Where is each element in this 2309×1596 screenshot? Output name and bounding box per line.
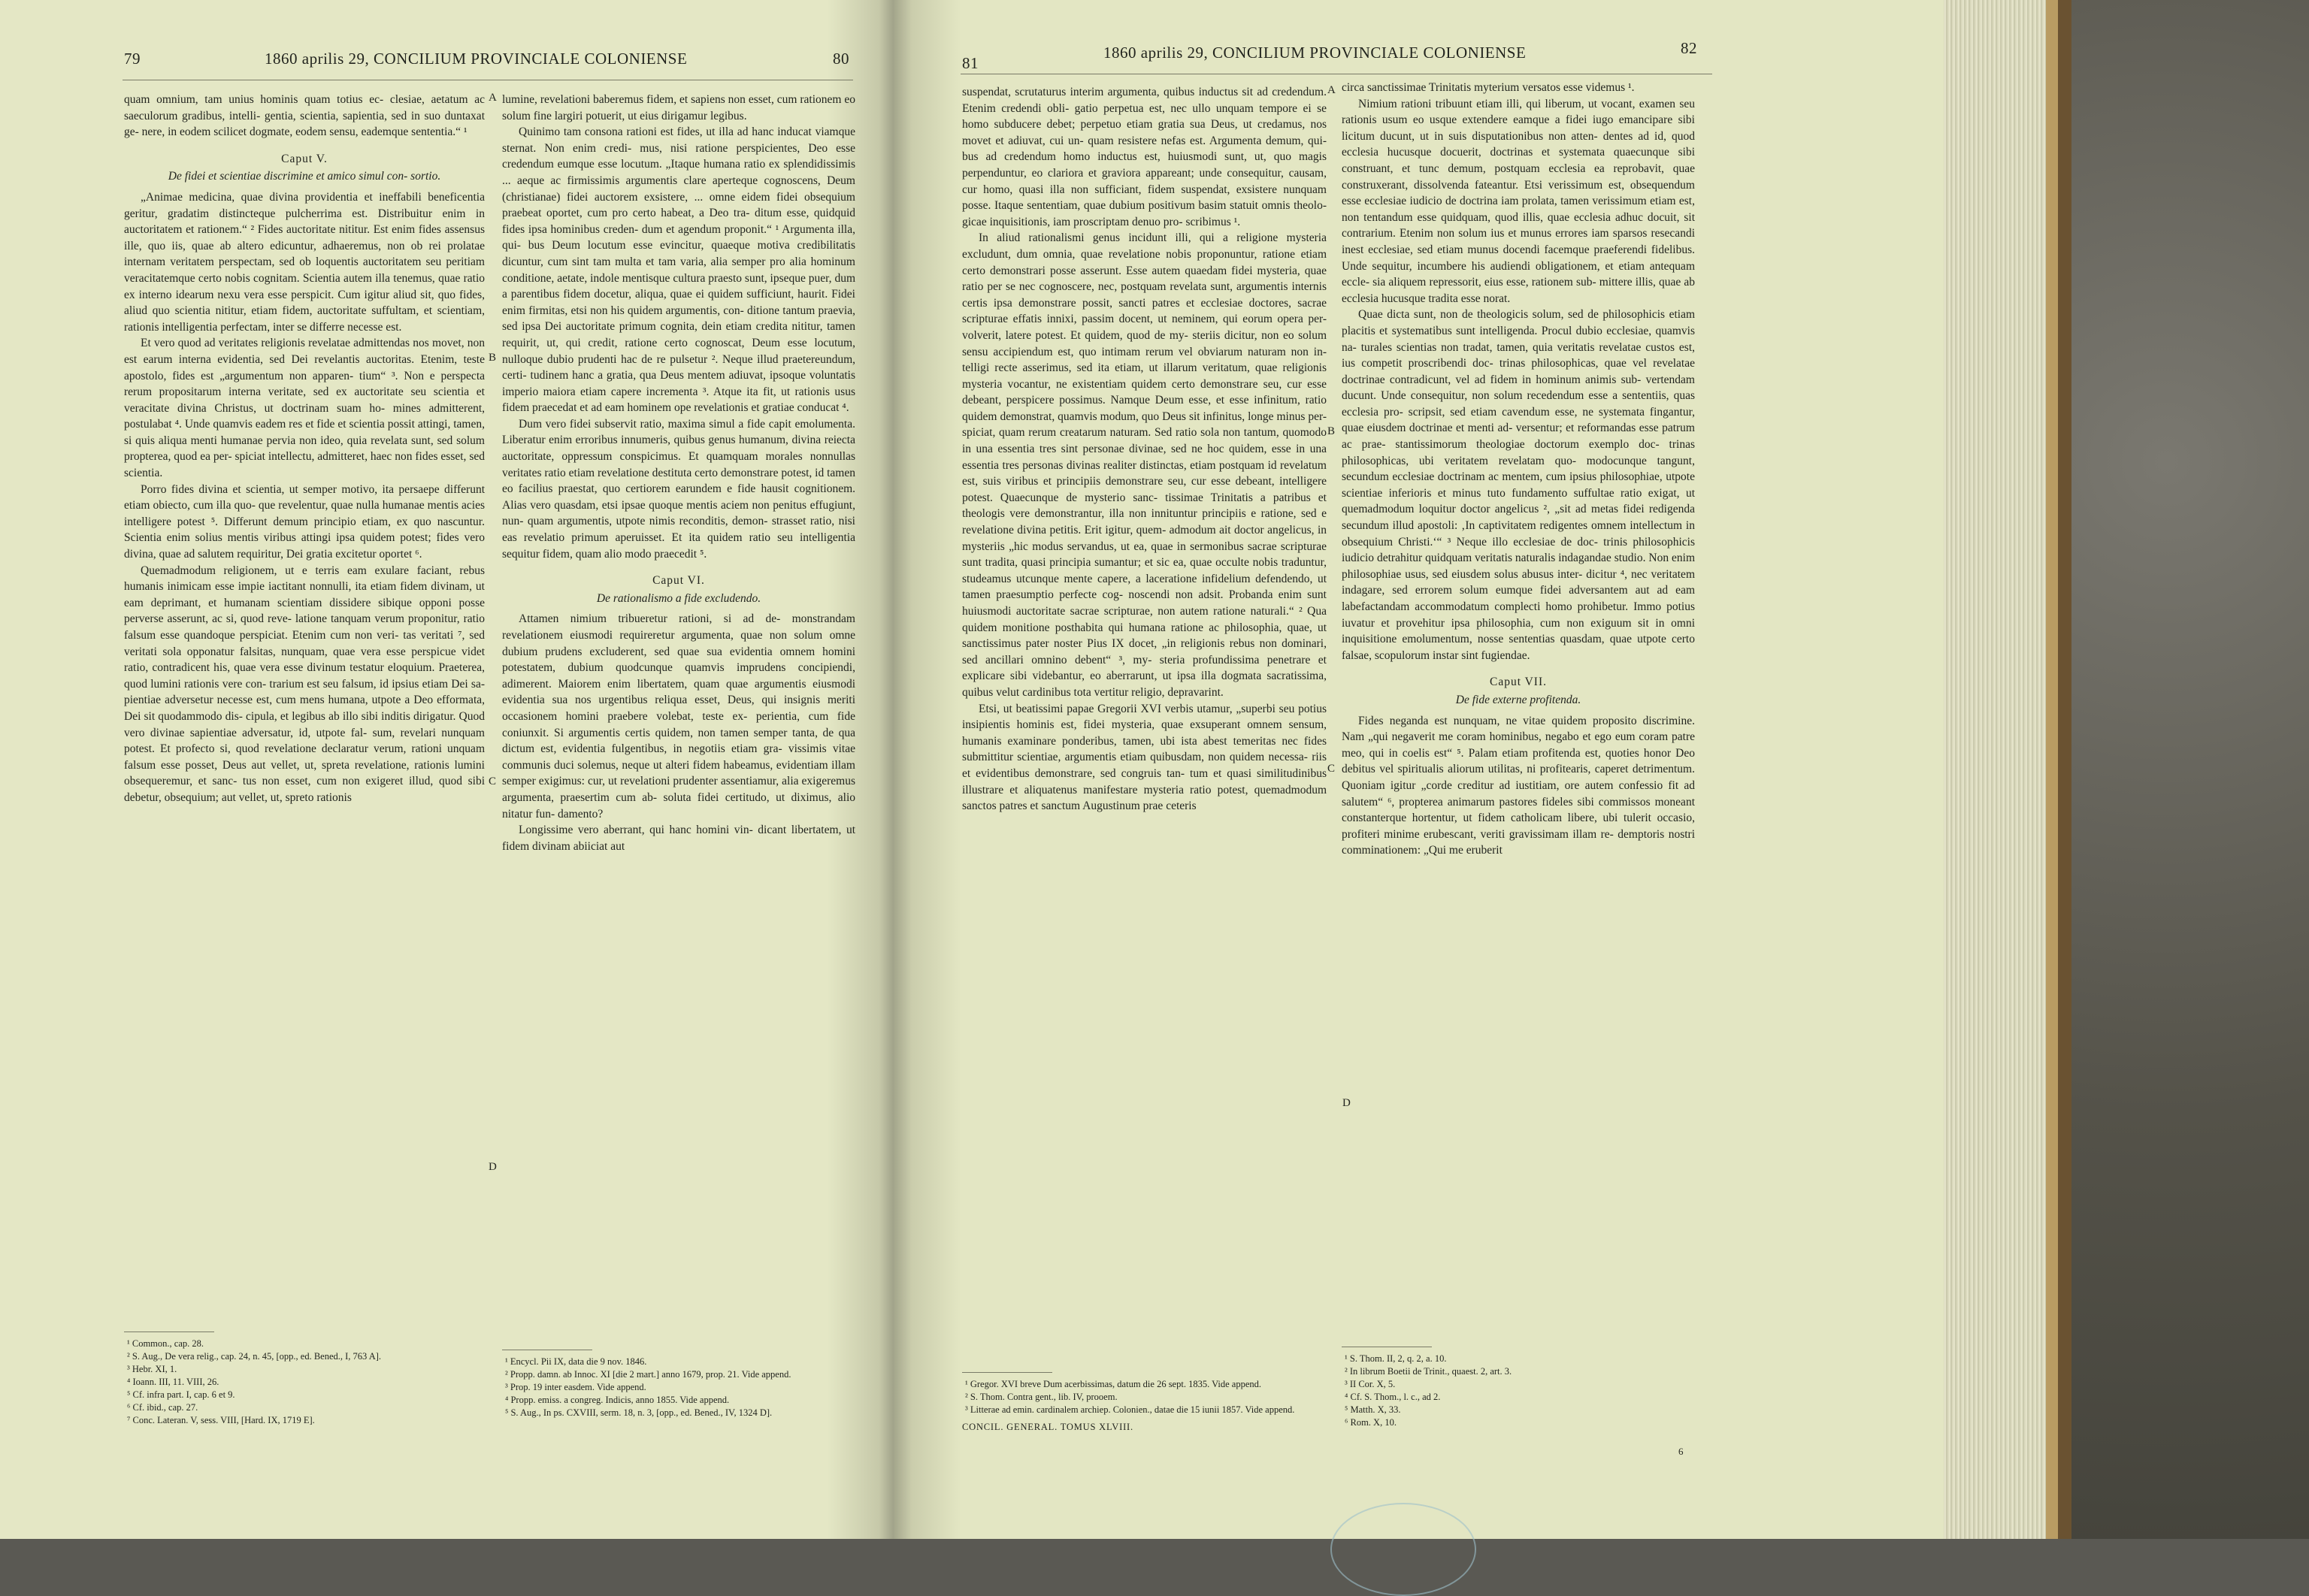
paragraph: Fides neganda est nunquam, ne vitae quidem proposito discrimine. Nam „qui negaverit me coram hominibus, negabo et ego eum coram patre meo, qui in coelis est“ ⁵. Palam etiam profitenda est, quoties honor Deo debitus vel spiritualis aliorum utilitas, ni profitearis, caperet detrimentum. Quoniam igitur „corde creditur ad iustitiam, ore autem confessio fit ad salutem“ ⁶, propterea animarum pastores fideles sibi commissos moneant constanterque hortentur, ut fidem catholicam libere, ubi tulerit occasio, profiteri minime erubescant, veriti gravissimam illam re- demptoris nostri comminationem: „Qui me eruberit (1342, 714, 1695, 857)
text-column-left (962, 84, 1327, 815)
footnote: ² In librum Boetii de Trinit., quaest. 2, art. 3. (1345, 1366, 1512, 1377)
paragraph: Quemadmodum religionem, ut e terris eam exulare faciant, rebus humanis inimicam esse impie iactitant nonnulli, ita etiam fidem divinam, ut eam deprimant, et humanam scientiam dissidere sibique opponi posse perverse asserunt, ac si, quod reve- latione tanquam verum proponitur, ratio falsum esse quandoque perspiciat. Etenim cum non veri- tas veritati ⁷, sed veritati sola opponatur falsitas, nunquam, quae vera esse perspicue videt ratio, contradicent his, quae vera esse divinum testatur eloquium. Praeterea, quod lumini rationis vere con- trarium est seu falsum, id ipsius etiam Dei sa- pientiae adversetur necesse est, cum mens humana, utpote a Deo efformata, Dei sit quodammodo dis- cipula, et legibus ab illo sibi inditis dirigatur. Quod vero divinae sapientiae adversatur, id, utpote fal- sum, revelari nunquam potest. Et profecto si, quod revelatione declaratur verum, rationi unquam falsum esse posset, Deus aut vellet, ut, spreta revelatione, rationis lumini obsequeremur, et sanc- tus non esset, cum non exigeret illud, quod sibi debetur, obsequium; aut vellet, ut, spreto rationis (124, 564, 485, 804)
footnotes-right (1342, 1353, 1695, 1429)
footnotes-left (962, 1378, 1327, 1443)
margin-letter: D (1342, 1097, 1351, 1109)
margin-letter: A (489, 92, 497, 104)
paragraph: Attamen nimium tribueretur rationi, si ad de- monstrandam revelationem eiusmodi requireretur argumenta, quae non solum omne dubium prudens excluderent, sed quae sua evidentia omnem homini potestatem, dubium quodcunque quamvis imprudens concipiendi, adimerent. Maiorem enim libertatem, quam quae argumentis eiusmodi evidentia sua nos urgentibus reliqua esset, Deus, qui insignis meriti occasionem homini praebere volebat, teste ex- perientia, cum fide coniunxit. Si argumentis certis quidem, non tamen semper tanta, de qua dictum est, evidentia fulgentibus, in negotiis etiam gra- vissimis vitae communis duci solemus, neque ut alteri fidem habeamus, evidentiam illam semper exigimus: cur, ut revelationi prudenter assentiamur, alia exigeremus argumenta, praesertim cum ab- soluta fidei certitudo, ut diximus, alio nitatur fun- damento? (502, 612, 855, 821)
footnote: ⁵ Matth. X, 33. (1345, 1404, 1401, 1415)
paragraph: suspendat, scrutaturus interim argumenta, quibus inductus sit ad credendum. Etenim credendi obli- gatio perpetua est, nec ullo unquam tempore ei se homo subducere debet; perpetuo etiam gratia sua Deus, ut credamus, nos movet et adiuvat, cui un- quam resistere nefas est. Argumenta demum, qui- bus ad credendum homo inductus est, huiusmodi sunt, ut, quo magis perpenduntur, eo clariora et graviora appareant; unde consequitur, causam, cur homo, quasi illa non sufficiant, fidem suspendat, exsistere nunquam posse. Itaque sententiam, quae dubium positivum basim statuit omnis theolo- gicae inquisitionis, iam proscriptam denuo pro- scribimus ¹. (962, 86, 1327, 228)
library-stamp (1330, 1503, 1476, 1596)
chapter-heading: Caput V. (281, 152, 328, 165)
paragraph: quam omnium, tam unius hominis quam totius ec- clesiae, aetatum ac saeculorum gradibus, intelli- gentia, scientia, sapientia, sed in suo duntaxat ge- nere, in eodem scilicet dogmate, eodem sensu, eademque sententia.“ ¹ (124, 93, 485, 139)
footnote: ² S. Aug., De vera relig., cap. 24, n. 45, [opp., ed. Bened., I, 763 A]. (127, 1351, 382, 1362)
footnote: ³ Hebr. XI, 1. (127, 1364, 177, 1374)
text-column-right (1342, 80, 1695, 859)
paragraph: Nimium rationi tribuunt etiam illi, qui liberum, ut vocant, examen seu rationis usum eo usque extendere eamque a fidei iugo emancipare sibi licitum ducunt, ut in suis disputationibus non atten- dentes ad id, quod ecclesia hucusque docuerit, doctrinas et systemata quaecunque sibi construant, et tunc demum, postquam ecclesia ea reprobavit, quae construxerant, dissolvenda fateantur. Etsi verissimum est, obsequendum esse ecclesiae iudicio de doctrina iam prolata, tamen verissimum etiam est, non tentandum esse quidquam, quod illis, quae ecclesia adhuc docuit, sit contrarium. Etenim non solum ius et munus errores iam sparsos resecandi inest ecclesiae, sed etiam munus docendi facemque praeferendi fidelibus. Unde sequitur, incumbere his audiendi obligationem, et etiam antequam eccle- sia aliquem repressorit, eius esse, rationem sub- mittere illis, quae ab ecclesia hucusque tradita esse norat. (1342, 97, 1695, 305)
footnote: ⁵ S. Aug., In ps. CXVIII, serm. 18, n. 3, [opp., ed. Bened., IV, 1324 D]. (505, 1407, 773, 1418)
paragraph: Et vero quod ad veritates religionis revelatae admittendas nos movet, non est earum interna evidentia, sed Dei revelantis auctoritas. Etenim, teste apostolo, fides est „argumentum non apparen- tium“ ³. Non e perspecta rerum propositarum interna veritate, sed ex auctoritate seu scientia et veracitate divina Christus, ut doctrinam suam ho- mines admitterent, postulabat ⁴. Unde quamvis eadem res et fide et scientia possit attingi, tamen, si quis aliqua menti humanae pervia non ideo, quia revelata sunt, sed solum propterea, quod ea per- spiciat intellectu, admitteret, haec non fides esset, sed scientia. (124, 337, 485, 480)
chapter-heading: Caput VI. (652, 574, 705, 588)
footnote: ⁶ Cf. ibid., cap. 27. (127, 1402, 198, 1413)
footnote: ³ Litterae ad emin. cardinalem archiep. Colonien., datae die 15 iunii 1857. Vide append. (965, 1404, 1295, 1415)
page-number: 81 (962, 54, 979, 72)
page-edges (1944, 0, 2058, 1539)
right-page (893, 0, 1944, 1539)
text-column-left (124, 92, 485, 806)
paragraph: Quae dicta sunt, non de theologicis solum, sed de philosophicis etiam placitis et systematibus sunt intelligenda. Procul dubio ecclesiae, quamvis na- turales scientias non tradat, tamen, quia veritatis revelatae custos est, ius competit proscribendi doc- trinas philosophicas, quae vel revelatae doctrinae contradicunt, vel ad fidem in hominum animis sub- vertendam ducunt. Unde consequitur, non solum recedendum esse a sententiis, quas ecclesia pro- scripsit, sed etiam cavendum esse, ne systemata fingantur, quae eiusdem doctrinae et menti ad- versentur; et reformandas esse patrum ac prae- stantissimorum theologiae doctorum exemplo doc- trinas philosophicas, ubi veritatem revelatam quo- modocunque tangunt, secundum ecclesiae doctrinam ac mentem, cum ipsius philosophiae, utpote scientiae inferioris et minus tuto fundamento suffultae ratio exigat, ut quemadmodum loquitur doctor angelicus ², „sit ad metas fidei redigenda secundum illud apostoli: ‚In captivitatem redigentes omnem intellectum in obsequium Christi.‘“ ³ Neque illo ecclesiae de doc- trinis philosophicis iudicio detrahitur quidquam veritatis naturalis indagandae studio. Non enim philosophiae usus, sed eiusdem solus abusus inter- dicitur ⁴, nec veritatem indagare, sed errorem solum eumque fidei adversantem aut ad eam labefactandam accommodatum complecti homo prohibetur. Immo potius iuvatur et provehitur ipsa philosophia, cum non exiguum sit in omni inquisitione emolumentum, nosse sententias quasdam, quae utpote certo falsae, scopulorum instar sint fugiendae. (1342, 308, 1695, 662)
running-title: 1860 aprilis 29, CONCILIUM PROVINCIALE COLONIENSE (265, 50, 688, 68)
footnote: ⁶ Rom. X, 10. (1345, 1417, 1397, 1428)
paragraph: circa sanctissimae Trinitatis myterium versatos esse videmus ¹. (1342, 81, 1635, 94)
paragraph: In aliud rationalismi genus incidunt illi, qui a religione mysteria excludunt, dum omnia, quae revelatione nobis proponuntur, ratione etiam certo demonstrari posse asserunt. Esse autem quaedam fidei mysteria, quae ratio per se nec cognoscere, nec, postquam revelata sunt, argumentis internis certis ipsa demonstrare possit, sancti patres et ecclesiae doctores, sacrae scripturae effatis innixi, passim docent, ut neminem, qui eorum opera per- volverit, latere potest. Et quidem, quod de my- steriis dicitur, non eo solum sensu accipiendum est, quo intimam rerum vel obviarum naturam non in- telligi recte asserimus, sed ita etiam, ut illarum veritatum, quae religionis mysteria vocantur, ne existentiam quidem certo demonstrare seu, cur esse debeant, perspicere possimus. Namque Deum esse, et esse infinitum, ratio quidem demonstrat, quamvis modum, quo Deus sit infinitus, longe minus per- spiciat, quam rerum creatarum naturam. Sed ratio sola non tantum, quomodo in una essentia tres sint personae divinae, sed ne hoc quidem, esse in una essentia tres personas divinas realiter distinctas, etiam postquam id revelatum est, suis viribus et principiis demonstrare seu, cur esse debeant, intelligere potest. Quaecunque de mysterio sanc- tissimae Trinitatis a patribus et theologis vere demonstrantur, illa non innituntur principiis e ratione, sed e revelatione divina petitis. Erit igitur, quem- admodum ait doctor angelicus, in mysteriis „hic modus servandus, ut ea, quae in sermonibus sacrae scripturae sunt tradita, quasi principia sumantur; et sic ea, quae occulte nobis traduntur, studeamus utcunque mente capere, a laceratione infidelium defendendo, ut tamen praesumptio perfecte cog- noscendi non adsit. Probanda enim sunt huiusmodi auctoritate sacrae scripturae, non autem ratione naturali.“ ² Qua quidem monitione posthabita qui humana ratione ac philosophia, quae, ut sanctissimus pater noster Pius IX docet, „in religionis rebus non dominari, sed ancillari omnino debent“ ³, my- steria profundissima penetrare et explicare sibi videbantur, eo aberrarunt, ut ipsa illa dogmata sacratissima, quibus velut cardinibus tota vertitur religio, depravarint. (962, 231, 1327, 699)
margin-letter: B (489, 352, 497, 364)
margin-letter: C (489, 775, 497, 787)
paragraph: Longissime vero aberrant, qui hanc homini vin- dicant libertatem, ut fidem divinam abiiciat aut (502, 824, 855, 853)
page-number: 79 (124, 50, 141, 68)
footnote: ¹ Common., cap. 28. (127, 1338, 204, 1349)
chapter-subtitle: De fide externe profitenda. (1455, 693, 1581, 706)
margin-letter: D (489, 1161, 497, 1173)
running-title: 1860 aprilis 29, CONCILIUM PROVINCIALE COLONIENSE (1103, 44, 1527, 62)
table-surface (2071, 0, 2309, 1539)
margin-letter: A (1327, 84, 1336, 96)
text-column-right (502, 92, 855, 854)
footnote: ¹ S. Thom. II, 2, q. 2, a. 10. (1345, 1353, 1447, 1364)
chapter-heading: Caput VII. (1489, 676, 1547, 689)
signature-mark: CONCIL. GENERAL. TOMUS XLVIII. (962, 1422, 1133, 1432)
footnote: ⁴ Ioann. III, 11. VIII, 26. (127, 1377, 219, 1387)
chapter-subtitle: De rationalismo a fide excludendo. (596, 591, 761, 605)
footnote: ³ Prop. 19 inter easdem. Vide append. (505, 1382, 646, 1392)
paragraph: Etsi, ut beatissimi papae Gregorii XVI verbis utamur, „superbi seu potius insipientis hominis est, fidei mysteria, quae exsuperant omnem sensum, humanis examinare ponderibus, tamen, ubi ista abest temeritas nec fides submittitur scientiae, argumentis etiam quibusdam, non quidem necessa- riis et evidentibus demonstrare, sed congruis tan- tum et quasi similitudinibus illustrare et aliquatenus manifestare mysteria ratio potest, quemadmodum sanctos patres et sanctum Augustinum prae ceteris (962, 702, 1327, 813)
chapter-subtitle: De fidei et scientiae discrimine et amico simul con- sortio. (168, 170, 441, 183)
page-number: 82 (1681, 39, 1697, 57)
paragraph: Dum vero fidei subservit ratio, maxima simul a fide capit emolumenta. Liberatur enim erroribus innumeris, quibus genus humanum, divina reiecta auctoritate, oppressum conspicimus. Et quamquam morales nonnullas veritates ratio etiam revelatione destituta certo demonstrare potest, id tamen eo facilius praestat, quo certiorem earundem e fide hausit cognitionem. Alias vero quasdam, etsi ipsae quoque mentis aciem non penitus effugiunt, nun- quam argumentis, utpote nimis reconditis, demon- strasset ratio, nisi eas revelatio primum aperuisset. Et ita quidem ratio seu intelligentia sequitur fidem, quam alio modo praecedit ⁵. (502, 417, 855, 561)
paragraph: „Animae medicina, quae divina providentia et ineffabili beneficentia geritur, gradatim distincteque pulcherrima est. Distribuitur enim in auctoritatem et rationem.“ ² Fides auctoritate nititur. Est enim fides assensus ille, quo iis, quae ab altero edicuntur, adhaeremus, non ob rei prolatae internam veritatem perspectam, sed ob loquentis auctoritatem seu peritiam veracitatemque certo nobis cognitam. Scientia autem illa tenemus, quae ratio ex interno idearum nexu vera esse perspicit. Cum igitur aliud sit, quo fides, aliud quo scientia nititur, etiam fidem, auctoritate suffultam, et scientiam, rationis intelligentia perfectam, inter se differre necesse est. (124, 190, 485, 334)
footnote: ⁷ Conc. Lateran. V, sess. VIII, [Hard. IX, 1719 E]. (127, 1415, 315, 1425)
footnote: ² S. Thom. Contra gent., lib. IV, prooem. (965, 1392, 1118, 1402)
footnotes-left (124, 1338, 485, 1427)
running-head (0, 50, 893, 72)
margin-letter: B (1327, 425, 1336, 437)
running-head (893, 39, 1944, 72)
footnote: ³ II Cor. X, 5. (1345, 1379, 1396, 1389)
paragraph: Quinimo tam consona rationi est fides, ut illa ad hanc inducat viamque sternat. Non enim credi- mus, nisi ratione perspicientes, Deo esse credendum eumque esse locutum. „Itaque humana ratio ex splendidissimis ... aeque ac firmissimis argumentis clare aperteque cognoscens, Deum (christianae) fidei auctorem exsistere, ... omne eidem fidei obsequium praebeat oportet, cum pro certo habeat, a Deo tra- ditum esse, quidquid fides ipsa hominibus creden- dum et agendum proponit.“ ¹ Argumenta illa, qui- bus Deum locutum esse evincitur, quaeque motiva credibilitatis dicuntur, cum sint tam multa et tam varia, alia semper pro alia hominum conditione, aetate, indole mentisque cultura praesto sunt, ipseque puer, dum a parentibus fidem docetur, aliqua, quae ei quidem sufficiunt, haurit. Fidei enim firmitas, etsi non his quidem argumentis, con- ditione tantum praevia, sed ipsa Dei auctoritate primum cognita, dein etiam credita nititur, tamen requirit, ut, qui credit, ratione certo cognoscat, Deum esse locutum, nulloque dubio prudenti hac de re pulsetur ². Neque illud praetereundum, certi- tudinem hanc a gratia, qua Deus mentem adiuvat, ipsoque voluntatis imperio maiora etiam capere incrementa ³. Atque ita fit, ut rationis usus fidem praecedat et ad eam hominem ope revelationis et gratiae conducat ⁴. (502, 125, 855, 415)
margin-letter: C (1327, 763, 1336, 775)
page-number: 80 (833, 50, 849, 68)
footnotes-right (502, 1356, 855, 1419)
footnote: ¹ Encycl. Pii IX, data die 9 nov. 1846. (505, 1356, 647, 1367)
paragraph: Porro fides divina et scientia, ut semper motivo, ita persaepe differunt etiam obiecto, cum illa quo- que revelentur, quae nulla humanae mentis acies intelligere potest ⁵. Differunt demum principio etiam, ex quo nascuntur. Scientia enim solius mentis viribus attingi ipsa quidem potest; fides vero divina, quae ad salutem requiritur, Dei gratia excitetur oportet ⁶. (124, 482, 485, 561)
footnote: ¹ Gregor. XVI breve Dum acerbissimas, datum die 26 sept. 1835. Vide append. (965, 1379, 1261, 1389)
footnote: ⁴ Cf. S. Thom., l. c., ad 2. (1345, 1392, 1441, 1402)
footnote: ² Propp. damn. ab Innoc. XI [die 2 mart.] anno 1679, prop. 21. Vide append. (505, 1369, 791, 1380)
paragraph: lumine, revelationi baberemus fidem, et sapiens non esset, cum rationem eo solum fine largiri potuerit, ut eius dirigamur legibus. (502, 93, 855, 122)
sheet-number: 6 (1678, 1446, 1684, 1457)
book-cover-edge (2058, 0, 2071, 1539)
footnote: ⁴ Propp. emiss. a congreg. Indicis, anno 1855. Vide append. (505, 1395, 730, 1405)
footnote: ⁵ Cf. infra part. I, cap. 6 et 9. (127, 1389, 235, 1400)
left-page (0, 0, 893, 1539)
footnote-rule (962, 1372, 1052, 1373)
